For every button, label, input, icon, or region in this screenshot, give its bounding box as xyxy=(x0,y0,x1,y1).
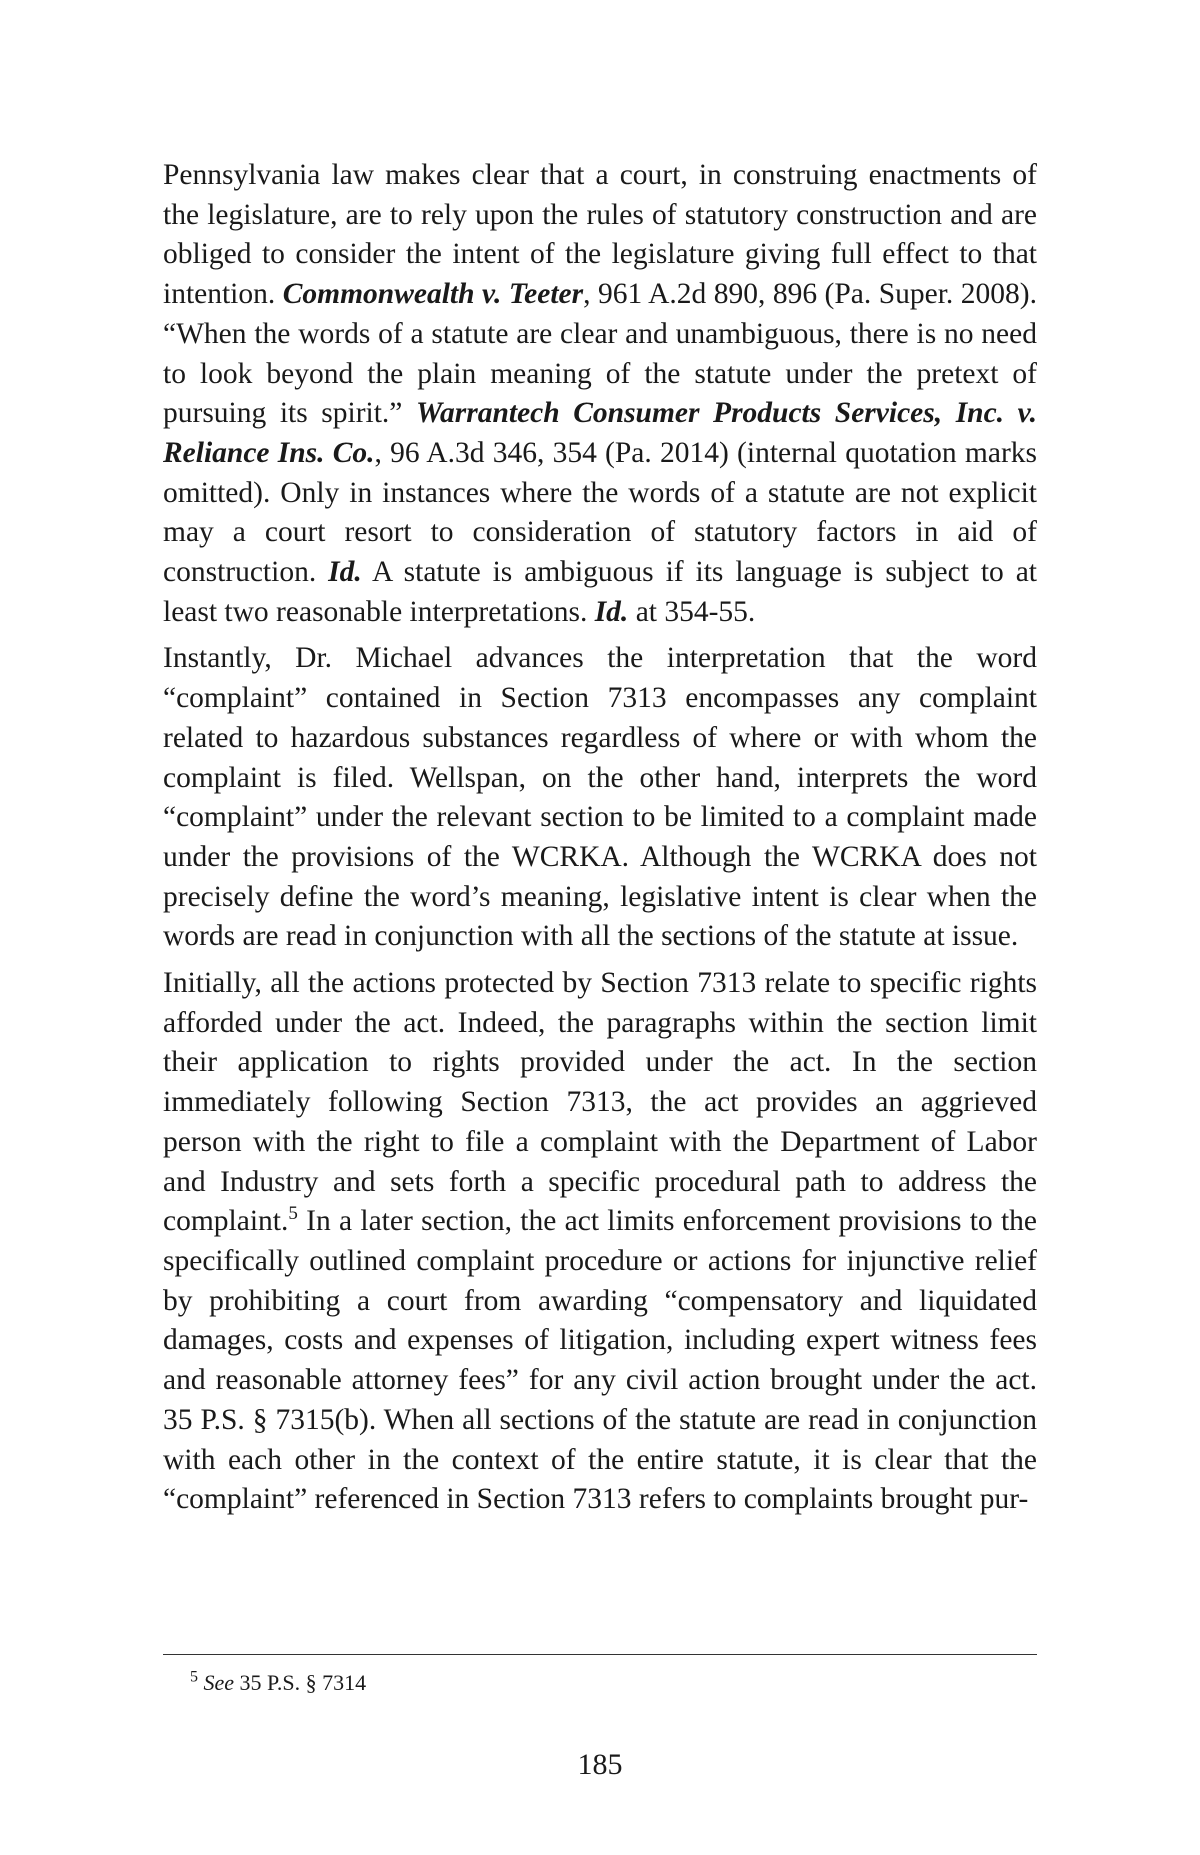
footnote xyxy=(190,1668,366,1698)
case-citation: Id. xyxy=(594,595,629,628)
paragraph-statutory-construction xyxy=(163,156,1037,632)
paragraph-text: In a later section, the act limits enforcement provisions to the specifically outlined complaint procedure or actions for injunctive relief by prohibiting a court from awarding “compensatory and liquidated damages, costs and expenses of litigation, including expert witness fees and reasonable attorney fees” for any civil action brought under the act. 35 P.S. § 7315(b). When all sections of the statute are read in conjunction with each other in the context of the entire statute, it is clear that the “complaint” referenced in Section 7313 refers to complaints brought pur- xyxy=(163,1205,1037,1516)
paragraph-text: Pennsylvania law makes clear that a court, in construing enactments of the legislature, are to rely upon the rules of statutory construction and are obliged to consider the intent of the legislature giving full effect to that intention. xyxy=(163,159,1037,311)
footnote-reference: 5 xyxy=(288,1203,298,1225)
footnote-marker: 5 xyxy=(190,1668,198,1686)
paragraph-text: , 961 A.2d 890, 896 (Pa. Super. 2008). “When the words of a statute are clear and unambiguous, there is no need to look beyond the plain meaning of the statute under the pretext of pursuing its spirit.” xyxy=(163,278,1037,430)
paragraph-analysis xyxy=(163,964,1037,1520)
case-citation: Commonwealth v. Teeter xyxy=(282,278,584,311)
footnote-text: 35 P.S. § 7314 xyxy=(234,1670,367,1695)
paragraph-text: at 354-55. xyxy=(628,595,756,628)
case-citation: Warrantech Consumer Products Services, Inc. v. Reliance Ins. Co. xyxy=(163,397,1038,469)
case-citation: Id. xyxy=(328,556,362,589)
paragraph-text: , 96 A.3d 346, 354 (Pa. 2014) (internal quotation marks omitted). Only in instances where the words of a statute are not explicit may a court resort to consideration of statutory factors in aid of construction. xyxy=(163,436,1037,589)
footnote-divider xyxy=(163,1654,1037,1655)
paragraph-text: A statute is ambiguous if its language is subject to at least two reasonable interpretations. xyxy=(163,556,1037,628)
footnote-signal: See xyxy=(203,1670,235,1695)
paragraph-interpretations xyxy=(163,639,1037,957)
paragraph-text: Instantly, Dr. Michael advances the interpretation that the word “complaint” contained in Section 7313 encompasses any complaint related to hazardous substances regardless of where or with whom the complaint is filed. Wellspan, on the other hand, interprets the word “complaint” under the relevant section to be limited to a complaint made under the provisions of the WCRKA. Although the WCRKA does not precisely define the word’s meaning, legislative intent is clear when the words are read in conjunction with all the sections of the statute at issue. xyxy=(163,642,1037,953)
page-number: 185 xyxy=(577,1748,623,1781)
body-text xyxy=(163,156,1037,1520)
paragraph-text: Initially, all the actions protected by Section 7313 relate to specific rights afforded under the act. Indeed, the paragraphs within the section limit their application to rights provided under the act. In the section immediately following Section 7313, the act provides an aggrieved person with the right to file a complaint with the Department of Labor and Industry and sets forth a specific procedural path to address the complaint. xyxy=(163,967,1037,1238)
